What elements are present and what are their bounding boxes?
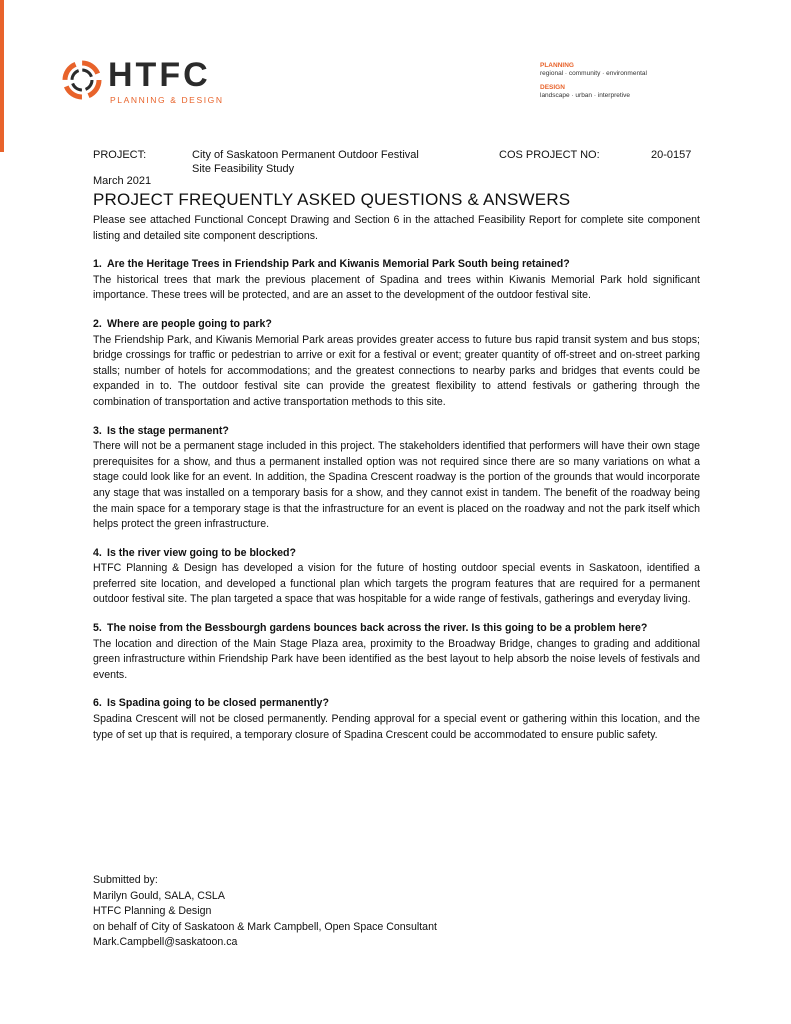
faq-question xyxy=(93,424,700,440)
document-title: PROJECT FREQUENTLY ASKED QUESTIONS & ANSWERS xyxy=(93,190,571,209)
faq-question xyxy=(93,546,700,562)
faq-question-text: Is the stage permanent? xyxy=(107,424,229,437)
faq-question xyxy=(93,696,700,712)
faq-question xyxy=(93,257,700,273)
faq-answer: The historical trees that mark the previous placement of Spadina and trees within Kiwanis Memorial Park hold significant importance. These trees will be protected, and are an asset to the development of the outdoor festival site. xyxy=(93,273,700,302)
faq-answer: There will not be a permanent stage included in this project. The stakeholders identified that performers will have their own stage prerequisites for a show, and thus a permanent installed option was not required since there are so many variations on what a stage could look like for an event. In addition, the Spadina Crescent roadway is the portion of the grounds that would incorporate any stage that was installed on a temporary basis for a show, and they cannot exist in tandem. The benefit of the roadway being the main space for a temporary stage is that the infrastructure for an event is placed on the roadway and not the park itself which helps protect the green infrastructure. xyxy=(93,440,700,531)
service-detail-planning: regional · community · environmental xyxy=(540,70,647,77)
cos-project-number: 20-0157 xyxy=(651,149,692,161)
faq-question-text: Is the river view going to be blocked? xyxy=(107,546,296,559)
project-label: PROJECT: xyxy=(93,149,147,161)
service-heading-design: DESIGN xyxy=(540,84,565,91)
project-subtitle: Site Feasibility Study xyxy=(192,163,295,175)
signature-block xyxy=(93,873,437,951)
faq-answer: HTFC Planning & Design has developed a vision for the future of hosting outdoor special events in Saskatoon, identified a preferred site location, and developed a functional plan which targets the program features that are required for a permanent outdoor festival site. The plan targeted a space that was hospitable for a wide range of festivals, gatherings and everyday living. xyxy=(93,562,700,606)
faq-number: 4. xyxy=(93,546,102,559)
logo-subtitle: PLANNING & DESIGN xyxy=(110,95,224,105)
service-detail-design: landscape · urban · interpretive xyxy=(540,92,630,99)
faq-number: 5. xyxy=(93,622,102,635)
faq-question-text: Where are people going to park? xyxy=(107,317,272,330)
faq-question xyxy=(93,317,700,333)
logo-mark-icon xyxy=(60,58,104,102)
project-title: City of Saskatoon Permanent Outdoor Festival xyxy=(192,149,419,161)
faq-answer: The Friendship Park, and Kiwanis Memorial Park areas provides greater access to future bus rapid transit system and bus stops; bridge crossings for traffic or pedestrian to arrive or exit for a festival or event; greater quantity of off-street and on-street parking stalls; number of hotels for accommodations; and the greatest connections to nearby parks and bridges that events could be expanded in to. The outdoor festival site can provide the greatest flexibility to attend festivals or gathering through the combination of transportation and active transportation methods to this site. xyxy=(93,333,700,408)
submitted-by-label: Submitted by: xyxy=(93,874,158,886)
faq-number: 6. xyxy=(93,697,102,710)
services-block xyxy=(540,62,647,100)
accent-bar xyxy=(0,0,4,152)
faq-question-text: Are the Heritage Trees in Friendship Park and Kiwanis Memorial Park South being retained? xyxy=(107,258,570,271)
company-logo xyxy=(60,58,240,106)
service-heading-planning: PLANNING xyxy=(540,62,574,69)
faq-answer: Spadina Crescent will not be closed permanently. Pending approval for a special event or gathering within this location, and the type of set up that is required, a temporary closure of Spadina Crescent could be accommodated to ensure public safety. xyxy=(93,713,700,741)
contact-email: Mark.Campbell@saskatoon.ca xyxy=(93,936,238,949)
faq-number: 3. xyxy=(93,424,102,437)
faq-question-text: The noise from the Bessbourgh gardens bounces back across the river. Is this going to be a problem here? xyxy=(107,622,648,635)
faq-answer: The location and direction of the Main Stage Plaza area, proximity to the Broadway Bridge, changes to grading and additional green infrastructure within Friendship Park have been identified as the best layout to help absorb the noise levels of festivals and events. xyxy=(93,637,700,681)
document-body xyxy=(93,213,700,743)
cos-project-label: COS PROJECT NO: xyxy=(499,149,600,161)
intro-paragraph: Please see attached Functional Concept Drawing and Section 6 in the attached Feasibility Report for complete site component listing and detailed site component descriptions. xyxy=(93,214,700,242)
faq-number: 1. xyxy=(93,258,102,271)
faq-question xyxy=(93,621,700,637)
document-date: March 2021 xyxy=(93,175,152,187)
signatory-company: HTFC Planning & Design xyxy=(93,905,212,918)
signatory-name: Marilyn Gould, SALA, CSLA xyxy=(93,889,225,902)
on-behalf-of: on behalf of City of Saskatoon & Mark Campbell, Open Space Consultant xyxy=(93,920,437,933)
faq-question-text: Is Spadina going to be closed permanently? xyxy=(107,697,329,710)
faq-number: 2. xyxy=(93,317,102,330)
logo-text: HTFC xyxy=(108,56,211,94)
